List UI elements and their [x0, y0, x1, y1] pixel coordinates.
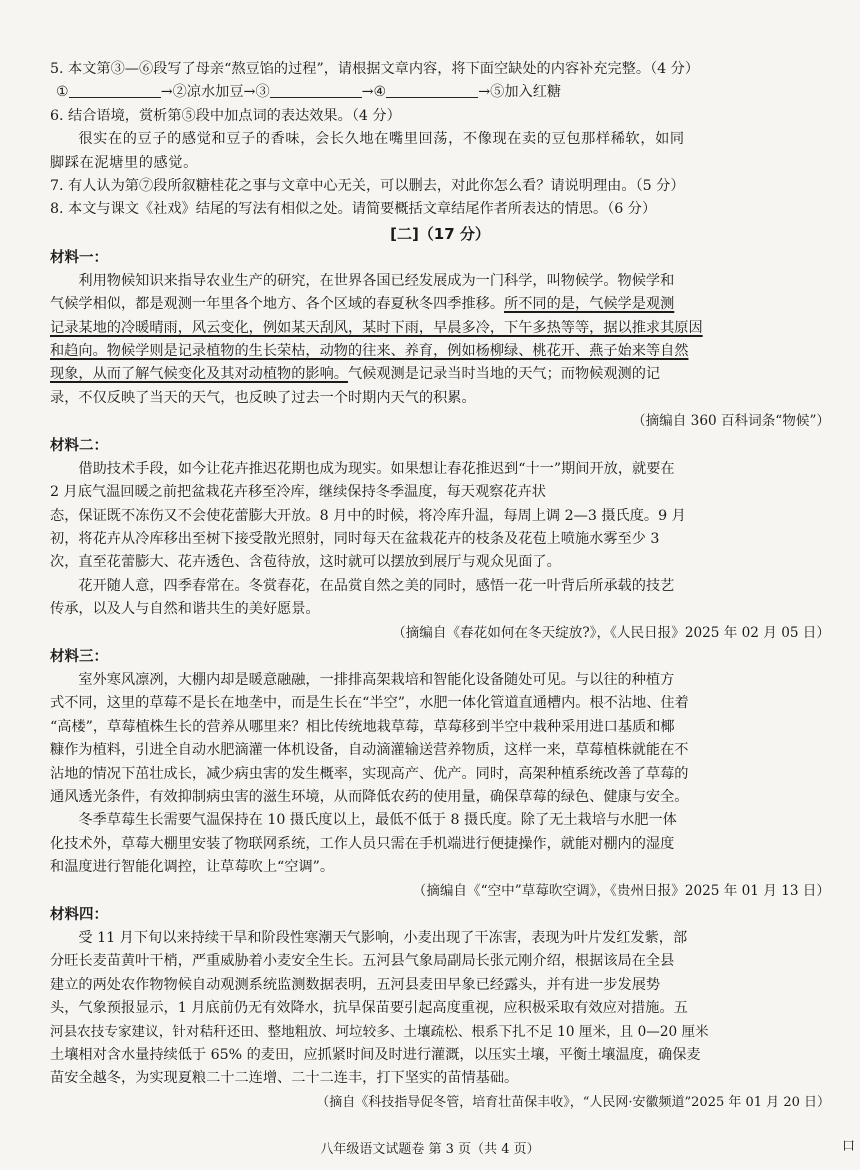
material-4-heading: 材料四： [50, 907, 108, 923]
question-7: 7. 有人认为第⑦段所叙糖桂花之事与文章中心无关，可以删去，对此你怎么看？请说明理由。（5 分） [50, 178, 685, 195]
material-3-source: （摘编自《“空中”草莓吹空调》，《贵州日报》2025 年 01 月 13 日） [412, 882, 830, 899]
question-5-flow [50, 81, 830, 104]
material-4-line: 分旺长麦苗黄叶干梢，严重威胁着小麦安全生长。五河县气象局副局长张元刚介绍，根据该局在全县 [50, 953, 675, 970]
material-1-line [50, 293, 830, 316]
flow-step-1: ① [56, 84, 69, 101]
material-3-line: 沾地的情况下茁壮成长，减少病虫害的发生概率，实现高产、优产。同时，高架种植系统改善了草莓的 [50, 765, 689, 782]
material-3-line: 室外寒风凛冽，大棚内却是暖意融融，一排排高架栽培和智能化设备随处可见。与以往的种植方 [78, 671, 675, 688]
material-1-line: 利用物候知识来指导农业生产的研究，在世界各国已经发展成为一门科学，叫物候学。物候学和 [78, 272, 675, 289]
material-2-line: 态，保证既不冻伤又不会使花蕾膨大开放。8 月中的时候，将冷库升温，每周上调 2—3 摄氏度。9 月 [50, 507, 686, 524]
question-6-quote-line-2: 脚踩在泥塘里的感觉。 [50, 154, 198, 171]
material-3-line: 和温度进行智能化调控，让草莓吹上“空调”。 [50, 859, 335, 876]
question-6-quote-line-1: 很实在的豆子的感觉和豆子的香味，会长久地在嘴里回荡，不像现在卖的豆包那样稀软，如同 [78, 131, 685, 148]
answer-blank-4[interactable] [386, 83, 478, 98]
page-footer: 八年级语文试题卷 第 3 页（共 4 页） [320, 1142, 540, 1157]
material-2-line: 2 月底气温回暖之前把盆栽花卉移至冷库，继续保持冬季温度，每天观察花卉状 [50, 484, 546, 501]
flow-arrow-1: →②凉水加豆→③ [160, 84, 270, 101]
material-1-underlined-line: 和趋向。物候学则是记录植物的生长荣枯，动物的往来、养育，例如杨柳绿、桃花开、燕子始来等自然 [50, 343, 689, 360]
material-3-line: 化技术外，草莓大棚里安装了物联网系统，工作人员只需在手机端进行便捷操作，就能对棚内的湿度 [50, 835, 675, 852]
material-4-line: 头，气象预报显示，1 月底前仍无有效降水，抗旱保苗要引起高度重视，应积极采取有效应对措施。五 [50, 1000, 688, 1017]
question-8: 8. 本文与课文《社戏》结尾的写法有相似之处。请简要概括文章结尾作者所表达的情思。（6 分） [50, 201, 657, 218]
flow-arrow-2: →④ [361, 84, 387, 101]
material-4-line: 受 11 月下旬以来持续干旱和阶段性寒潮天气影响，小麦出现了干冻害，表现为叶片发红发紫，部 [78, 930, 688, 946]
material-3-line: 糠作为植料，引进全自动水肥滴灌一体机设备，自动滴灌输送营养物质，这样一来，草莓植株就能在不 [50, 742, 689, 759]
question-5: 5. 本文第③—⑥段写了母亲“熬豆馅的过程”，请根据文章内容，将下面空缺处的内容补充完整。（4 分） [50, 61, 700, 77]
material-2-line: 花开随人意，四季春常在。冬赏春花，在品赏自然之美的同时，感悟一花一叶背后所承载的技艺 [78, 577, 675, 594]
material-3-line: 冬季草莓生长需要气温保持在 10 摄氏度以上，最低不低于 8 摄氏度。除了无土栽培与水肥一体 [78, 812, 677, 829]
material-3-heading: 材料三： [50, 648, 108, 665]
exam-page [50, 58, 830, 1114]
material-3-line: “高楼”，草莓植株生长的营养从哪里来？相比传统地栽草莓，草莓移到半空中栽种采用进口基质和椰 [50, 718, 675, 735]
material-4-line: 建立的两处农作物物候自动观测系统监测数据表明，五河县麦田早象已经露头，并有进一步发展势 [50, 976, 661, 993]
material-1-line: 录，不仅反映了当天的天气，也反映了过去一个时期内天气的积累。 [50, 389, 476, 406]
corner-mark: 口 [842, 1139, 856, 1154]
answer-blank-1[interactable] [69, 83, 161, 98]
material-1-heading: 材料一： [50, 249, 108, 266]
material-2-source: （摘编自《春花如何在冬天绽放?》，《人民日报》2025 年 02 月 05 日） [392, 624, 830, 641]
material-2-heading: 材料二： [50, 437, 108, 454]
material-4-line: 苗安全越冬，为实现夏粮二十二连增、二十二连丰，打下坚实的苗情基础。 [50, 1070, 519, 1087]
material-3-line: 式不同，这里的草莓不是长在地垄中，而是生长在“半空”，水肥一体化管道直通槽内。根不沾地、住着 [50, 695, 689, 712]
flow-arrow-3: →⑤加入红糖 [478, 84, 562, 101]
material-1-underlined-line: 记录某地的冷暖晴雨，风云变化，例如某天刮风，某时下雨，早晨多冷，下午多热等等，据以推求其原因 [50, 319, 703, 336]
question-6: 6. 结合语境，赏析第⑤段中加点词的表达效果。（4 分） [50, 107, 401, 124]
material-1-source: （摘编自 360 百科词条“物候”） [631, 413, 830, 430]
answer-blank-3[interactable] [270, 83, 362, 98]
material-1-line [50, 363, 830, 386]
material-1-underlined-text: 现象，从而了解气候变化及其对动植物的影响。 [50, 366, 348, 383]
material-1-text: 气候学相似，都是观测一年里各个地方、各个区域的春夏秋冬四季推移。 [50, 296, 505, 313]
material-2-line: 借助技术手段，如今让花卉推迟花期也成为现实。如果想让春花推迟到“十一”期间开放，就要在 [78, 460, 675, 477]
material-4-source: （摘自《科技指导促冬管，培育壮苗保丰收》，“人民网·安徽频道”2025 年 01 月 20 日） [316, 1094, 830, 1110]
material-1-text: 气候观测是记录当时当地的天气；而物候观测的记 [347, 366, 661, 383]
material-2-line: 初，将花卉从冷库移出至树下接受散光照射，同时每天在盆栽花卉的枝条及花苞上喷施水雾至少 3 [50, 530, 660, 547]
material-4-line: 河县农技专家建议，针对秸秆还田、整地粗放、坷垃较多、土壤疏松、根系下扎不足 10 厘米，且 0—20 厘米 [50, 1023, 709, 1040]
material-4-line: 土壤相对含水量持续低于 65% 的麦田，应抓紧时间及时进行灌溉，以压实土壤，平衡土壤温度，确保麦 [50, 1047, 701, 1064]
material-3-line: 通风透光条件，有效抑制病虫害的滋生环境，从而降低农药的使用量，确保草莓的绿色、健康与安全。 [50, 788, 689, 805]
material-2-line: 次，直至花蕾膨大、花卉透色、含苞待放，这时就可以摆放到展厅与观众见面了。 [50, 554, 561, 571]
material-1-underlined-text: 所不同的是，气候学是观测 [504, 296, 675, 313]
material-2-line: 传承，以及人与自然和谐共生的美好愿景。 [50, 601, 320, 618]
section-title: [二]（17 分） [390, 224, 490, 243]
